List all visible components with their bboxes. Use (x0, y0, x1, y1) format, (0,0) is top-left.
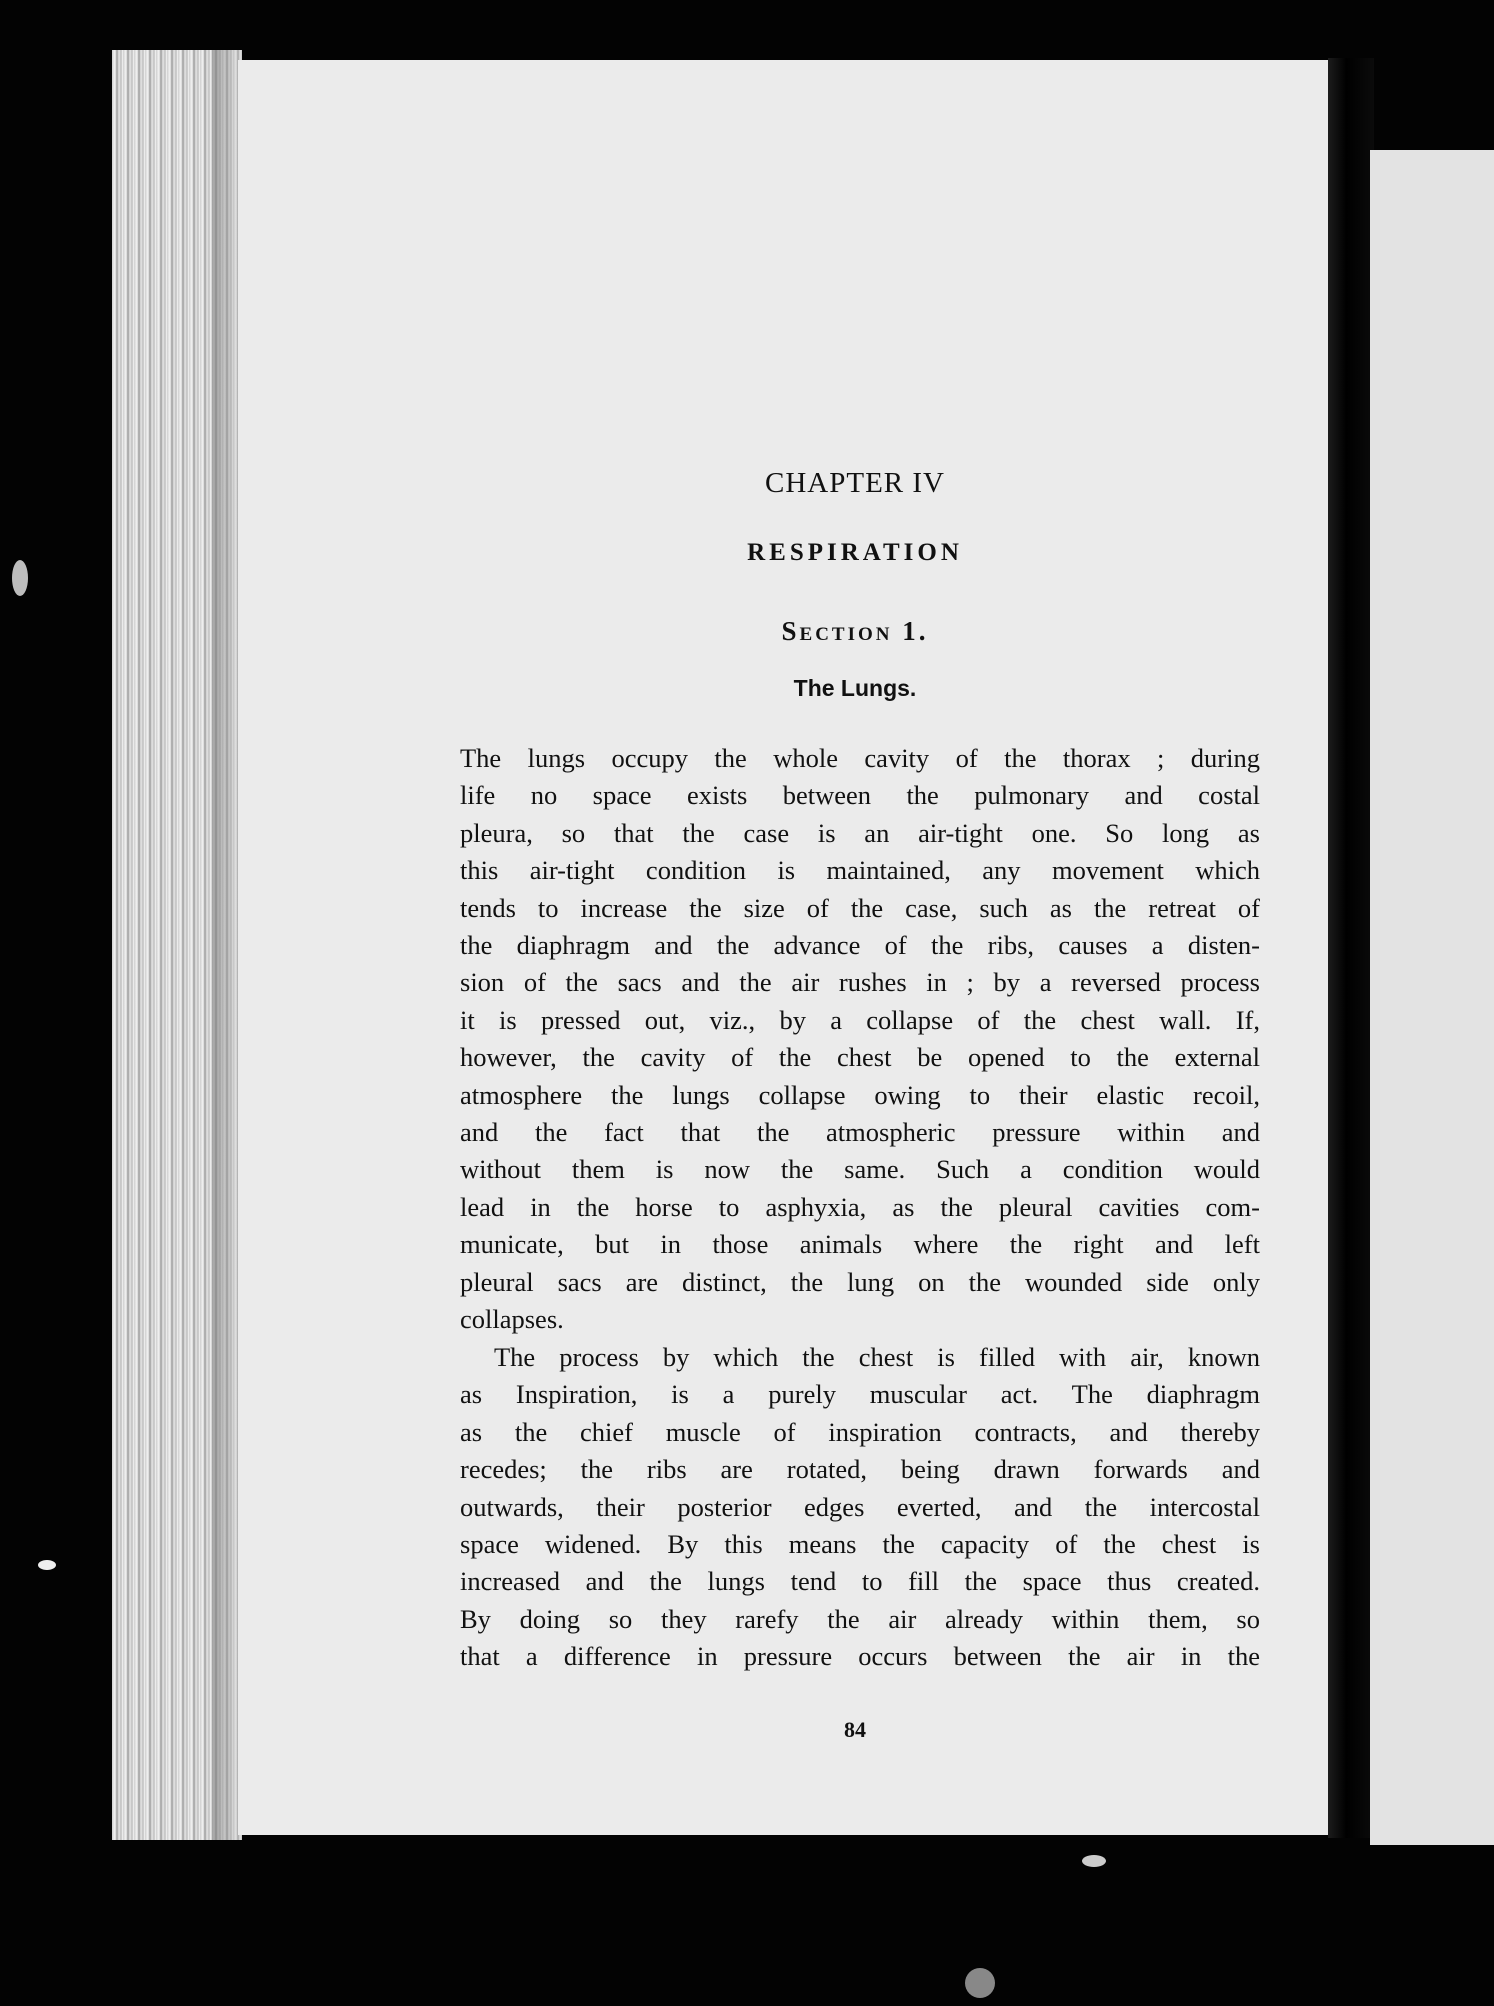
text-line: collapses. (460, 1304, 564, 1335)
text-line: The process by which the chest is filled with air, known (494, 1342, 1260, 1372)
scan-artifact (1082, 1855, 1106, 1867)
text-line: and the fact that the atmospheric pressure within and (460, 1117, 1260, 1148)
chapter-heading: CHAPTER IV (765, 467, 945, 499)
text-line: as Inspiration, is a purely muscular act. The diaphragm (460, 1379, 1260, 1410)
text-line: space widened. By this means the capacity of the chest is (460, 1529, 1260, 1560)
text-line: the diaphragm and the advance of the ribs, causes a disten- (460, 930, 1260, 961)
chapter-title: RESPIRATION (747, 539, 963, 566)
text-line: The lungs occupy the whole cavity of the thorax ; during (460, 743, 1260, 773)
page-edges (112, 50, 242, 1840)
text-line: without them is now the same. Such a condition would (460, 1154, 1260, 1185)
text-line: recedes; the ribs are rotated, being drawn forwards and (460, 1454, 1260, 1485)
text-line: By doing so they rarefy the air already within them, so (460, 1603, 1260, 1634)
scan-artifact (965, 1968, 995, 1998)
book-gutter (1328, 58, 1374, 1838)
text-line: pleural sacs are distinct, the lung on the wounded side only (460, 1266, 1260, 1297)
text-line: increased and the lungs tend to fill the space thus created. (460, 1566, 1260, 1597)
text-line: tends to increase the size of the case, such as the retreat of (460, 892, 1260, 923)
text-line: lead in the horse to asphyxia, as the pleural cavities com- (460, 1191, 1260, 1222)
text-line: municate, but in those animals where the right and left (460, 1229, 1260, 1260)
section-title: The Lungs. (793, 675, 917, 701)
text-line: this air-tight condition is maintained, any movement which (460, 855, 1260, 886)
right-page (1370, 150, 1494, 1845)
text-line: atmosphere the lungs collapse owing to their elastic recoil, (460, 1079, 1260, 1110)
text-line: that a difference in pressure occurs between the air in the (460, 1641, 1260, 1672)
text-line: it is pressed out, viz., by a collapse of the chest wall. If, (460, 1004, 1260, 1035)
text-line: outwards, their posterior edges everted, and the intercostal (460, 1491, 1260, 1522)
text-line: however, the cavity of the chest be opened to the external (460, 1042, 1260, 1073)
paragraph-inspiration (460, 1339, 1260, 1676)
text-line: as the chief muscle of inspiration contracts, and thereby (460, 1416, 1260, 1447)
text-line: pleura, so that the case is an air-tight one. So long as (460, 817, 1260, 848)
page-number: 84 (844, 1717, 866, 1742)
paragraph-lungs (460, 740, 1260, 1339)
scan-artifact (12, 560, 28, 596)
text-line: sion of the sacs and the air rushes in ; by a reversed process (460, 967, 1260, 998)
section-heading: Section 1. (781, 616, 929, 646)
text-line: life no space exists between the pulmonary and costal (460, 780, 1260, 811)
scan-artifact (38, 1560, 56, 1570)
